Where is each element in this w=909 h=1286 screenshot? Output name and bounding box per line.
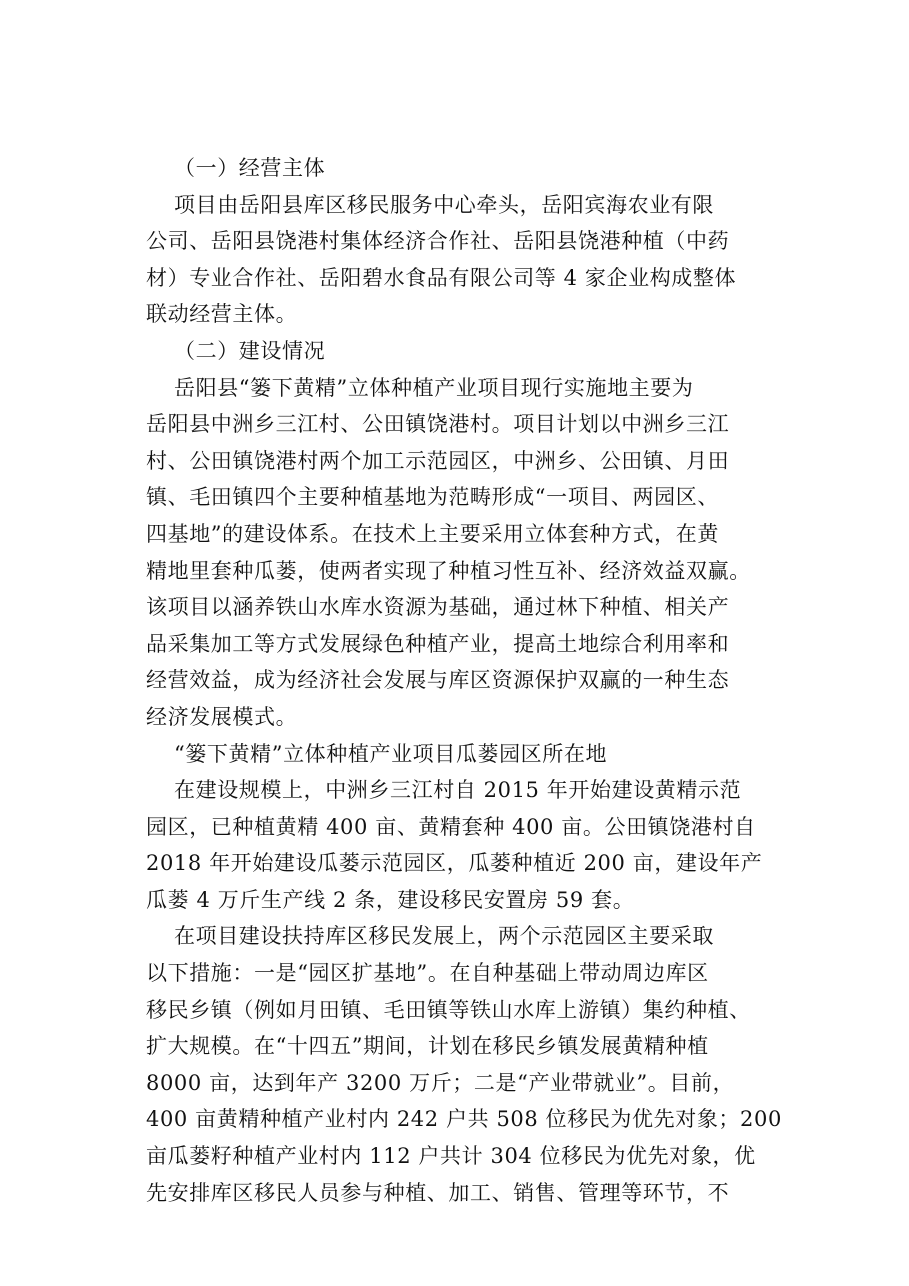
paragraph-line: 园区，已种植黄精 400 亩、黄精套种 400 亩。公田镇饶港村自 — [146, 814, 756, 839]
paragraph-line: 经济发展模式。 — [146, 704, 298, 729]
paragraph-line: 经营效益，成为经济社会发展与库区资源保护双赢的一种生态 — [146, 668, 730, 693]
paragraph-line: 2018 年开始建设瓜蒌示范园区，瓜蒌种植近 200 亩，建设年产 — [146, 851, 763, 876]
paragraph-line: 8000 亩，达到年产 3200 万斤；二是“产业带就业”。目前， — [146, 1070, 735, 1095]
paragraph-line: 联动经营主体。 — [146, 302, 298, 327]
image-caption: “篓下黄精”立体种植产业项目瓜蒌园区所在地 — [174, 741, 608, 766]
paragraph-line: 先安排库区移民人员参与种植、加工、销售、管理等环节，不 — [146, 1180, 730, 1205]
document-body — [146, 150, 806, 1211]
paragraph-line: 村、公田镇饶港村两个加工示范园区，中洲乡、公田镇、月田 — [146, 448, 730, 473]
paragraph-line: 镇、毛田镇四个主要种植基地为范畴形成“一项目、两园区、 — [146, 485, 719, 510]
paragraph-line: 移民乡镇（例如月田镇、毛田镇等铁山水库上游镇）集约种植、 — [146, 997, 751, 1022]
paragraph-line: 岳阳县中洲乡三江村、公田镇饶港村。项目计划以中洲乡三江 — [146, 412, 730, 437]
paragraph-line: 亩瓜蒌籽种植产业村内 112 户共计 304 位移民为优先对象，优 — [146, 1144, 756, 1169]
paragraph-line: 以下措施：一是“园区扩基地”。在自种基础上带动周边库区 — [146, 961, 709, 986]
paragraph-line: 在项目建设扶持库区移民发展上，两个示范园区主要采取 — [174, 924, 714, 949]
paragraph-line: 瓜蒌 4 万斤生产线 2 条，建设移民安置房 59 套。 — [146, 887, 635, 912]
paragraph-line: 项目由岳阳县库区移民服务中心牵头，岳阳宾海农业有限 — [174, 192, 714, 217]
paragraph-line: 400 亩黄精种植产业村内 242 户共 508 位移民为优先对象；200 — [146, 1107, 782, 1132]
paragraph-line: 品采集加工等方式发展绿色种植产业，提高土地综合利用率和 — [146, 631, 730, 656]
paragraph-line: 四基地”的建设体系。在技术上主要采用立体套种方式，在黄 — [146, 521, 719, 546]
paragraph-line: 岳阳县“篓下黄精”立体种植产业项目现行实施地主要为 — [174, 375, 694, 400]
section-heading-operating-entity: （一）经营主体 — [174, 156, 326, 180]
paragraph-line: 材）专业合作社、岳阳碧水食品有限公司等 4 家企业构成整体 — [146, 265, 737, 290]
section-heading-construction-status: （二）建设情况 — [174, 338, 326, 363]
paragraph-line: 该项目以涵养铁山水库水资源为基础，通过林下种植、相关产 — [146, 595, 730, 620]
paragraph-line: 在建设规模上，中洲乡三江村自 2015 年开始建设黄精示范 — [174, 778, 742, 803]
paragraph-line: 精地里套种瓜蒌，使两者实现了种植习性互补、经济效益双赢。 — [146, 558, 751, 583]
paragraph-line: 公司、岳阳县饶港村集体经济合作社、岳阳县饶港种植（中药 — [146, 229, 730, 254]
paragraph-line: 扩大规模。在“十四五”期间，计划在移民乡镇发展黄精种植 — [146, 1034, 709, 1059]
